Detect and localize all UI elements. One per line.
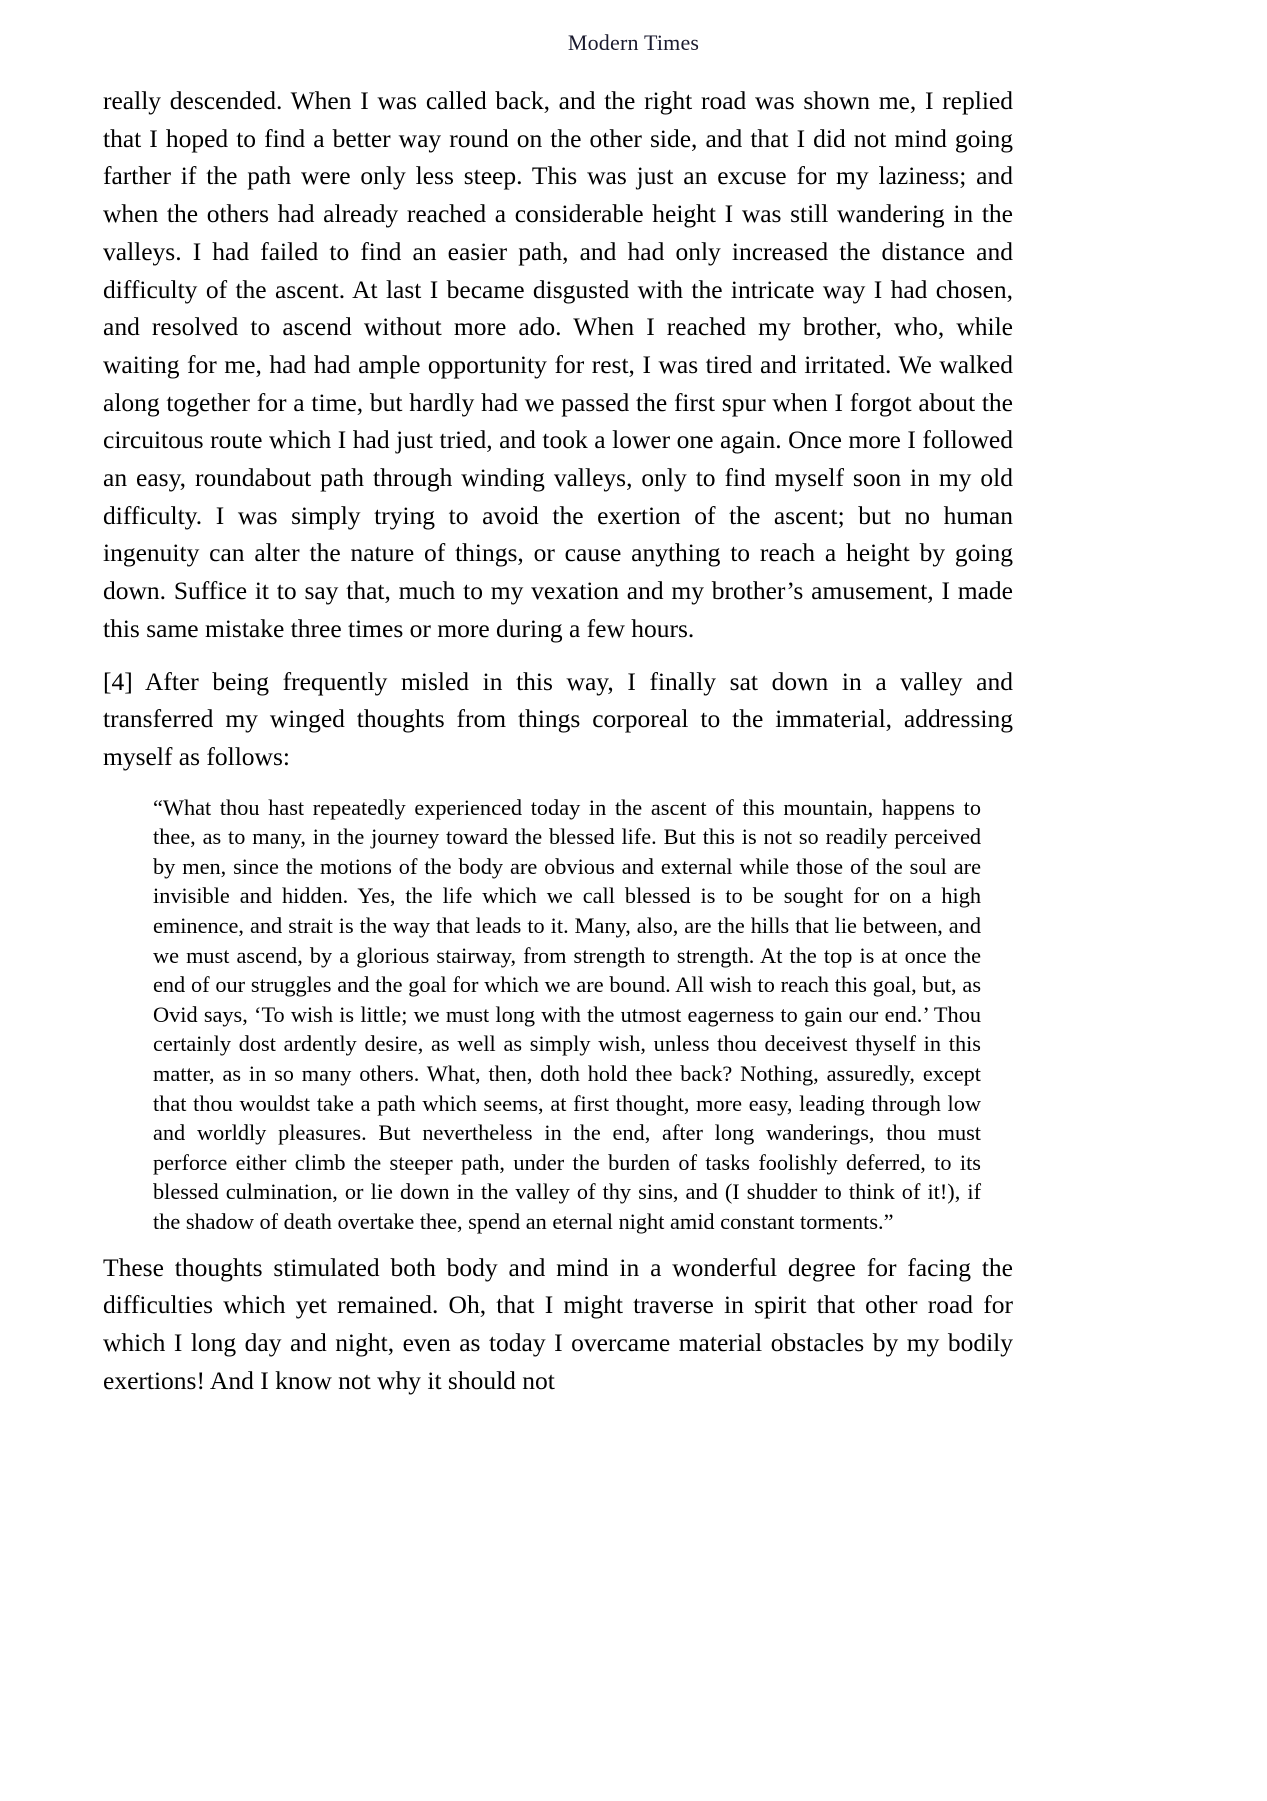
- blockquote: [103, 793, 1013, 1237]
- paragraph-section-4: [4] After being frequently misled in this way, I finally sat down in a valley and transferred my winged thoughts from things corporeal to the immaterial, addressing myself as follows:: [103, 666, 1013, 771]
- paragraph-closing: These thoughts stimulated both body and mind in a wonderful degree for facing the difficulties which yet remained. Oh, that I might traverse in spirit that other road for which I long day and night, even as today I overcame material obstacles by my bodily exertions! And I know not why it should not: [103, 1252, 1013, 1395]
- running-header: Modern Times: [567, 30, 700, 55]
- text-column: [103, 82, 1013, 1399]
- blockquote-text: “What thou hast repeatedly experienced today in the ascent of this mountain, happens to thee, as to many, in the journey toward the blessed life. But this is not so readily perceived by men, since the motions of the body are obvious and external while those of the soul are invisible and hidden. Yes, the life which we call blessed is to be sought for on a high eminence, and strait is the way that leads to it. Many, also, are the hills that lie between, and we must ascend, by a glorious stairway, from strength to strength. At the top is at once the end of our struggles and the goal for which we are bound. All wish to reach this goal, but, as Ovid says, ‘To wish is little; we must long with the utmost eagerness to gain our end.’ Thou certainly dost ardently desire, as well as simply wish, unless thou deceivest thyself in this matter, as in so many others. What, then, doth hold thee back? Nothing, assuredly, except that thou wouldst take a path which seems, at first thought, more easy, leading through low and worldly pleasures. But nevertheless in the end, after long wanderings, thou must perforce either climb the steeper path, under the burden of tasks foolishly deferred, to its blessed culmination, or lie down in the valley of thy sins, and (I shudder to think of it!), if the shadow of death overtake thee, spend an eternal night amid constant torments.”: [153, 794, 981, 1234]
- paragraph-continuation: really descended. When I was called back, and the right road was shown me, I replied that I hoped to find a better way round on the other side, and that I did not mind going farther if the path were only less steep. This was just an excuse for my laziness; and when the others had already reached a considerable height I was still wandering in the valleys. I had failed to find an easier path, and had only increased the distance and difficulty of the ascent. At last I became disgusted with the intricate way I had chosen, and resolved to ascend without more ado. When I reached my brother, who, while waiting for me, had had ample opportunity for rest, I was tired and irritated. We walked along together for a time, but hardly had we passed the first spur when I forgot about the circuitous route which I had just tried, and took a lower one again. Once more I followed an easy, roundabout path through winding valleys, only to find myself soon in my old difficulty. I was simply trying to avoid the exertion of the ascent; but no human ingenuity can alter the nature of things, or cause anything to reach a height by going down. Suffice it to say that, much to my vexation and my brother’s amusement, I made this same mistake three times or more during a few hours.: [103, 86, 1013, 643]
